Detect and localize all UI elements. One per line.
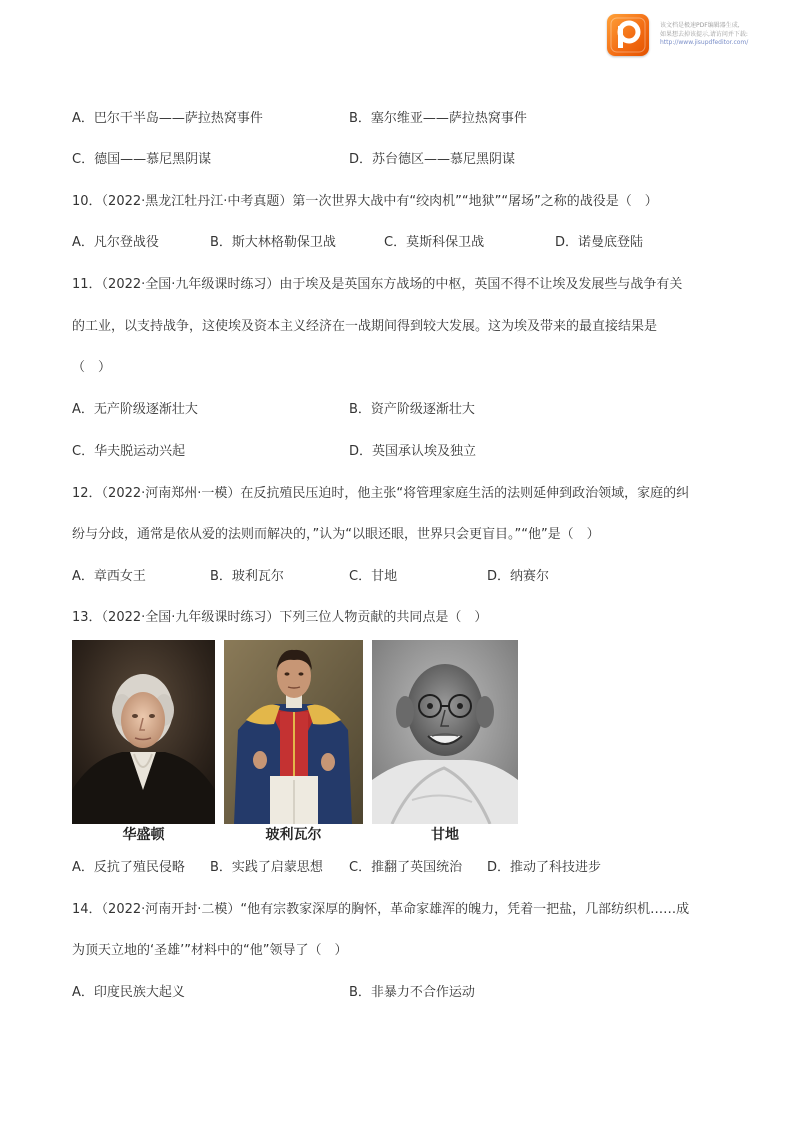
watermark-line-1: 该文档是极速PDF编辑器生成,: [660, 22, 740, 29]
q13-stem: 13．（2022·全国·九年级课时练习）下列三位人物贡献的共同点是（ ）: [72, 610, 488, 625]
caption-bolivar: 玻利瓦尔: [265, 827, 322, 843]
q11-option-c: C．华夫脱运动兴起: [72, 444, 186, 459]
pdf-editor-logo-icon: [607, 14, 649, 56]
q13-option-d: D．推动了科技进步: [487, 860, 602, 875]
q9-option-a: A．巴尔干半岛——萨拉热窝事件: [72, 111, 263, 126]
q10-option-c: C．莫斯科保卫战: [384, 235, 485, 250]
q9-option-c: C．德国——慕尼黑阴谋: [72, 152, 212, 167]
q9-option-b: B．塞尔维亚——萨拉热窝事件: [349, 111, 527, 126]
q14-option-b: B．非暴力不合作运动: [349, 985, 475, 1000]
washington-portrait: [72, 640, 215, 824]
q11-option-a: A．无产阶级逐渐壮大: [72, 402, 198, 417]
q14-stem-line-2: 为顶天立地的‘圣雄’”材料中的“他”领导了（ ）: [72, 943, 348, 958]
q12-option-d: D．纳赛尔: [487, 569, 550, 584]
q10-option-a: A．凡尔登战役: [72, 235, 159, 250]
q14-option-a: A．印度民族大起义: [72, 985, 185, 1000]
gandhi-portrait: [372, 640, 518, 824]
caption-washington: 华盛顿: [122, 827, 165, 843]
watermark-text: [660, 22, 785, 48]
bolivar-portrait: [224, 640, 363, 824]
q13-option-c: C．推翻了英国统治: [349, 860, 463, 875]
q13-option-b: B．实践了启蒙思想: [210, 860, 323, 875]
q10-stem: 10．（2022·黑龙江牡丹江·中考真题）第一次世界大战中有“绞肉机”“地狱”“屠场”之称的战役是（ ）: [72, 194, 658, 209]
q12-stem-line-2: 纷与分歧，通常是依从爱的法则而解决的，”认为“以眼还眼，世界只会更盲目。”“他”是（ ）: [72, 527, 600, 542]
q11-stem-line-2: 的工业，以支持战争，这使埃及资本主义经济在一战期间得到较大发展。这为埃及带来的最直接结果是: [72, 319, 658, 334]
q11-option-b: B．资产阶级逐渐壮大: [349, 402, 475, 417]
watermark-line-2: 如果想去掉该提示,请访问并下载:: [660, 30, 748, 38]
watermark-url: http://www.jisupdfeditor.com/: [660, 39, 749, 46]
q12-option-c: C．甘地: [349, 569, 398, 584]
q14-stem-line-1: 14．（2022·河南开封·二模）“他有宗教家深厚的胸怀，革命家雄浑的魄力，凭着一把盐，几部纺织机……成: [72, 902, 690, 917]
q10-option-d: D．诺曼底登陆: [555, 235, 644, 250]
q11-stem-line-1: 11．（2022·全国·九年级课时练习）由于埃及是英国东方战场的中枢，英国不得不让埃及发展些与战争有关: [72, 277, 683, 292]
q12-option-b: B．玻利瓦尔: [210, 569, 284, 584]
q12-option-a: A．章西女王: [72, 569, 146, 584]
caption-gandhi: 甘地: [431, 827, 459, 843]
q11-option-d: D．英国承认埃及独立: [349, 444, 477, 459]
q12-stem-line-1: 12．（2022·河南郑州·一模）在反抗殖民压迫时，他主张“将管理家庭生活的法则延伸到政治领域，家庭的纠: [72, 486, 690, 501]
q11-stem-line-3: （ ）: [72, 360, 112, 375]
q9-option-d: D．苏台德区——慕尼黑阴谋: [349, 152, 516, 167]
q13-option-a: A．反抗了殖民侵略: [72, 860, 185, 875]
q10-option-b: B．斯大林格勒保卫战: [210, 235, 336, 250]
